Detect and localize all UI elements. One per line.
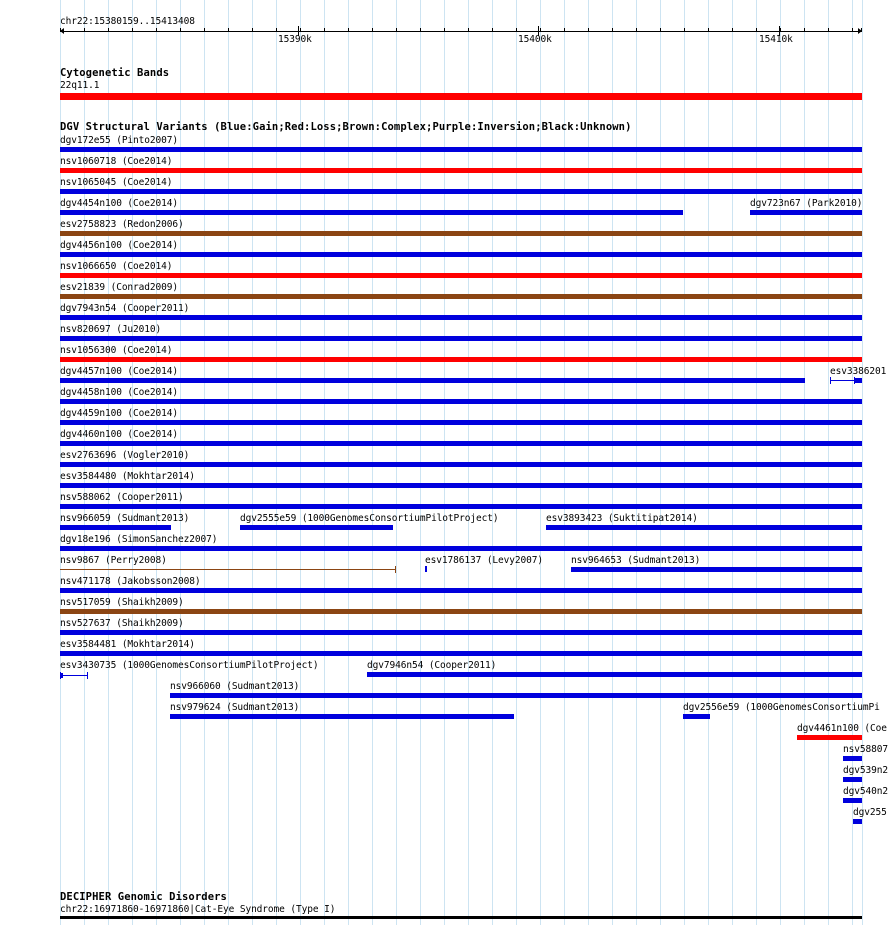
dgv-feature-whisker-cap: [87, 672, 88, 679]
ruler-minor-tick: [60, 28, 61, 32]
dgv-feature-whisker-cap: [830, 377, 831, 384]
dgv-feature-bar[interactable]: [60, 252, 862, 257]
dgv-feature-bar[interactable]: [853, 819, 862, 824]
decipher-feature-bar[interactable]: [60, 916, 862, 919]
dgv-feature-bar[interactable]: [60, 673, 63, 678]
dgv-feature-whisker: [830, 380, 854, 381]
ruler-minor-tick: [156, 28, 157, 32]
dgv-feature-label: dgv2555e59 (1000GenomesConsortiumPilotProject): [240, 513, 499, 524]
dgv-feature-bar[interactable]: [60, 189, 862, 194]
dgv-feature-bar[interactable]: [683, 714, 710, 719]
dgv-feature-label: dgv2556e59 (1000GenomesConsortiumPi: [683, 702, 880, 713]
ruler-minor-tick: [756, 28, 757, 32]
dgv-feature-label: dgv4457n100 (Coe2014): [60, 366, 179, 377]
ruler-minor-tick: [852, 28, 853, 32]
cytoband-bar[interactable]: [60, 93, 862, 100]
dgv-feature-label: nsv966060 (Sudmant2013): [170, 681, 300, 692]
ruler-scale[interactable]: [60, 26, 862, 38]
dgv-feature-label: nsv979624 (Sudmant2013): [170, 702, 300, 713]
ruler-minor-tick: [636, 28, 637, 32]
dgv-feature-label: esv3584480 (Mokhtar2014): [60, 471, 195, 482]
dgv-feature-bar[interactable]: [170, 714, 514, 719]
ruler-minor-tick: [780, 28, 781, 32]
ruler-minor-tick: [420, 28, 421, 32]
ruler-minor-tick: [348, 28, 349, 32]
dgv-feature-label: esv3386201: [830, 366, 887, 377]
ruler-minor-tick: [861, 28, 862, 32]
dgv-feature-label: nsv527637 (Shaikh2009): [60, 618, 184, 629]
dgv-feature-label: dgv7943n54 (Cooper2011): [60, 303, 190, 314]
dgv-feature-bar[interactable]: [60, 315, 862, 320]
ruler-minor-tick: [252, 28, 253, 32]
dgv-feature-bar[interactable]: [60, 147, 862, 152]
dgv-feature-label: nsv517059 (Shaikh2009): [60, 597, 184, 608]
dgv-feature-label: dgv4461n100 (Coe: [797, 723, 887, 734]
ruler-minor-tick: [396, 28, 397, 32]
dgv-feature-label: dgv4459n100 (Coe2014): [60, 408, 179, 419]
dgv-feature-bar[interactable]: [60, 273, 862, 278]
dgv-feature-bar[interactable]: [170, 693, 862, 698]
track-title-decipher: DECIPHER Genomic Disorders: [60, 891, 227, 903]
dgv-feature-label: nsv966059 (Sudmant2013): [60, 513, 190, 524]
ruler-minor-tick: [276, 28, 277, 32]
ruler-minor-tick: [228, 28, 229, 32]
ruler-minor-tick: [612, 28, 613, 32]
dgv-feature-bar[interactable]: [60, 504, 862, 509]
dgv-feature-label: dgv18e196 (SimonSanchez2007): [60, 534, 218, 545]
dgv-feature-bar[interactable]: [60, 609, 862, 614]
ruler-minor-tick: [108, 28, 109, 32]
ruler-minor-tick: [132, 28, 133, 32]
dgv-feature-bar[interactable]: [750, 210, 862, 215]
dgv-feature-label: esv3584481 (Mokhtar2014): [60, 639, 195, 650]
dgv-feature-label: dgv540n2: [843, 786, 888, 797]
ruler-tick-label: 15400k: [518, 34, 552, 45]
track-title-dgv: DGV Structural Variants (Blue:Gain;Red:Loss;Brown:Complex;Purple:Inversion;Black:Unknown): [60, 121, 632, 133]
ruler-minor-tick: [540, 28, 541, 32]
dgv-feature-label: esv21839 (Conrad2009): [60, 282, 179, 293]
dgv-feature-label: esv1786137 (Levy2007): [425, 555, 544, 566]
ruler-minor-tick: [372, 28, 373, 32]
ruler-minor-tick: [444, 28, 445, 32]
dgv-feature-bar[interactable]: [797, 735, 862, 740]
dgv-feature-bar[interactable]: [60, 630, 862, 635]
dgv-feature-label: nsv471178 (Jakobsson2008): [60, 576, 201, 587]
ruler-minor-tick: [660, 28, 661, 32]
dgv-feature-bar[interactable]: [60, 294, 862, 299]
decipher-feature-label: chr22:16971860-16971860|Cat-Eye Syndrome (Type I): [60, 904, 336, 915]
dgv-feature-bar[interactable]: [60, 525, 171, 530]
dgv-feature-bar[interactable]: [60, 378, 805, 383]
ruler-minor-tick: [204, 28, 205, 32]
ruler-minor-tick: [588, 28, 589, 32]
dgv-feature-label: dgv4456n100 (Coe2014): [60, 240, 179, 251]
ruler-minor-tick: [180, 28, 181, 32]
dgv-feature-label: nsv9867 (Perry2008): [60, 555, 167, 566]
ruler-minor-tick: [828, 28, 829, 32]
dgv-feature-label: nsv1060718 (Coe2014): [60, 156, 173, 167]
dgv-feature-label: nsv1065045 (Coe2014): [60, 177, 173, 188]
ruler-minor-tick: [300, 28, 301, 32]
dgv-feature-label: nsv58807: [843, 744, 888, 755]
dgv-feature-bar[interactable]: [425, 566, 427, 572]
dgv-feature-bar[interactable]: [60, 168, 862, 173]
dgv-feature-label: dgv723n67 (Park2010): [750, 198, 863, 209]
ruler-minor-tick: [516, 28, 517, 32]
dgv-feature-label: esv3430735 (1000GenomesConsortiumPilotProject): [60, 660, 319, 671]
dgv-feature-bar[interactable]: [843, 777, 862, 782]
dgv-feature-bar[interactable]: [854, 378, 862, 383]
dgv-feature-label: nsv588062 (Cooper2011): [60, 492, 184, 503]
ruler-minor-tick: [708, 28, 709, 32]
dgv-feature-bar[interactable]: [60, 336, 862, 341]
dgv-feature-bar[interactable]: [843, 756, 862, 761]
dgv-feature-bar[interactable]: [60, 399, 862, 404]
dgv-feature-label: dgv255: [853, 807, 887, 818]
ruler-minor-tick: [324, 28, 325, 32]
track-title-cytoband: Cytogenetic Bands: [60, 67, 170, 79]
dgv-feature-bar[interactable]: [240, 525, 393, 530]
ruler-region-label: chr22:15380159..15413408: [60, 16, 195, 27]
dgv-feature-bar[interactable]: [60, 441, 862, 446]
dgv-feature-label: nsv1066650 (Coe2014): [60, 261, 173, 272]
dgv-feature-bar[interactable]: [843, 798, 862, 803]
ruler-tick-label: 15410k: [759, 34, 793, 45]
dgv-feature-label: dgv7946n54 (Cooper2011): [367, 660, 497, 671]
dgv-feature-bar[interactable]: [60, 357, 862, 362]
ruler-minor-tick: [492, 28, 493, 32]
dgv-feature-bar[interactable]: [60, 483, 862, 488]
ruler-minor-tick: [804, 28, 805, 32]
dgv-feature-bar[interactable]: [60, 420, 862, 425]
dgv-feature-label: nsv820697 (Ju2010): [60, 324, 162, 335]
dgv-feature-whisker: [60, 675, 87, 676]
ruler-minor-tick: [564, 28, 565, 32]
dgv-feature-bar[interactable]: [546, 525, 862, 530]
dgv-feature-bar[interactable]: [60, 546, 862, 551]
ruler-tick-label: 15390k: [278, 34, 312, 45]
dgv-feature-bar[interactable]: [60, 462, 862, 467]
cytoband-label: 22q11.1: [60, 80, 100, 91]
dgv-feature-bar[interactable]: [60, 210, 683, 215]
dgv-feature-bar[interactable]: [60, 231, 862, 236]
dgv-feature-bar[interactable]: [60, 588, 862, 593]
dgv-feature-label: esv3893423 (Suktitipat2014): [546, 513, 698, 524]
dgv-feature-label: dgv539n2: [843, 765, 888, 776]
dgv-feature-label: dgv4460n100 (Coe2014): [60, 429, 179, 440]
dgv-feature-label: nsv964653 (Sudmant2013): [571, 555, 701, 566]
dgv-feature-label: dgv4458n100 (Coe2014): [60, 387, 179, 398]
dgv-feature-label: esv2763696 (Vogler2010): [60, 450, 190, 461]
dgv-feature-bar[interactable]: [571, 567, 862, 572]
ruler-minor-tick: [468, 28, 469, 32]
ruler-minor-tick: [684, 28, 685, 32]
dgv-feature-bar[interactable]: [60, 651, 862, 656]
dgv-feature-label: nsv1056300 (Coe2014): [60, 345, 173, 356]
dgv-feature-label: dgv172e55 (Pinto2007): [60, 135, 179, 146]
dgv-feature-label: dgv4454n100 (Coe2014): [60, 198, 179, 209]
dgv-feature-bar[interactable]: [367, 672, 862, 677]
dgv-feature-bar[interactable]: [60, 569, 396, 570]
dgv-feature-label: esv2758823 (Redon2006): [60, 219, 184, 230]
ruler-minor-tick: [84, 28, 85, 32]
dgv-feature-end-cap: [395, 566, 396, 573]
ruler-minor-tick: [732, 28, 733, 32]
